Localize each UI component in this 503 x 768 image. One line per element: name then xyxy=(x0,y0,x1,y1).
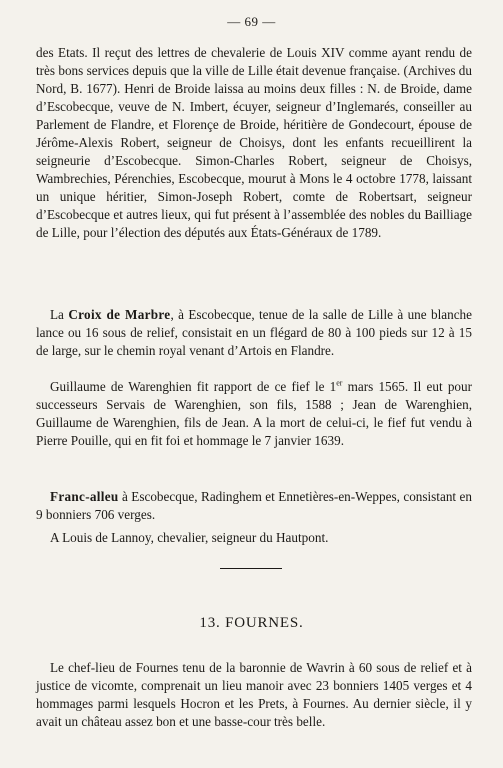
paragraph-body: à Escobecque, Radinghem et Ennetières-en-Weppes, consistant en 9 bonniers 706 verges. xyxy=(36,489,472,522)
paragraph-lead-word: La xyxy=(50,307,64,322)
paragraph-franc-alleu xyxy=(36,488,472,524)
paragraph-louis-de-lannoy: A Louis de Lannoy, chevalier, seigneur du Hautpont. xyxy=(50,530,329,545)
paragraph-broide-family: des Etats. Il reçut des lettres de chevalerie de Louis XIV comme ayant rendu de très bons services depuis que la ville de Lille était devenue française. (Archives du Nord, B. 1677). Henri de Broide laissa au moins deux filles : N. de Broide, dame d’Escobecque, veuve de N. Imbert, écuyer, seigneur d’Inglemarés, conseiller au Parlement de Flandre, et Florençe de Broide, héritière de Gondecourt, épouse de Jérôme-Alexis Robert, seigneur de Choisys, dont les enfants recueillirent la seigneurie d’Escobecque. Simon-Charles Robert, seigneur de Choisys, Wambrechies, Pérenchies, Escobecque, mourut à Mons le 4 octobre 1778, laissant un unique héritier, Simon-Joseph Robert, comte de Robertsart, seigneur d’Escobecque et autres lieux, qui fut présent à l’assemblée des nobles du Bailliage de Lille, pour l’élection des députés aux États-Généraux de 1789. xyxy=(36,45,472,240)
section-heading: 13. FOURNES. xyxy=(199,615,304,631)
fief-name-croix-de-marbre: Croix de Marbre xyxy=(68,307,171,322)
paragraph-body: , à Escobecque, tenue de la salle de Lille à une blanche lance ou 16 sous de relief, consistait en un flégard de 80 à 100 pieds sur 12 à 15 de large, sur le chemin royal venant d’Artois en Flandre. xyxy=(36,307,473,358)
fief-name-franc-alleu: Franc-alleu xyxy=(50,489,119,504)
paragraph-body-end: mars 1565. Il eut pour successeurs Servais de Warenghien, son fils, 1588 ; Jean de Warenghien, Guillaume de Warenghien, fils de Jean. A la mort de celui-ci, le fief fut vendu à Pierre Pouille, qui en fit foi et hommage le 7 janvier 1639. xyxy=(36,379,472,448)
page-number: — 69 — xyxy=(227,14,276,29)
paragraph-fournes: Le chef-lieu de Fournes tenu de la baronnie de Wavrin à 60 sous de relief et à justice de vicomte, comprenait un lieu manoir avec 23 bonniers 1405 verges et 4 hommages parmi lesquels Hocron et les Prets, à Fournes. Au dernier siècle, il y avait un château assez bon et une basse-cour très belle. xyxy=(36,660,472,729)
paragraph-body-start: Guillaume de Warenghien fit rapport de ce fief le 1 xyxy=(50,379,337,394)
section-divider xyxy=(220,568,282,569)
ordinal-superscript: er xyxy=(336,378,343,388)
paragraph-warenghien xyxy=(36,378,472,450)
paragraph-croix-de-marbre xyxy=(36,306,472,360)
